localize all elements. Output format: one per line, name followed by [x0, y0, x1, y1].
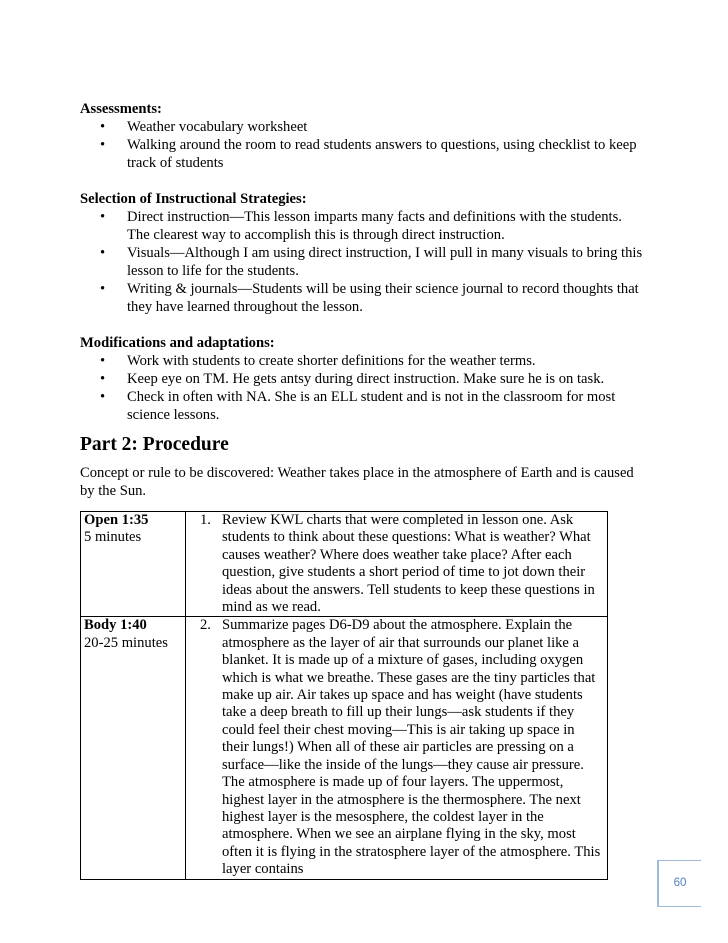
bullet-icon: •: [100, 353, 106, 369]
list-item-text: Writing & journals—Students will be using their science journal to record thoughts that they have learned throughout the lesson.: [127, 281, 639, 315]
list-item-text: Weather vocabulary worksheet: [127, 119, 308, 135]
bullet-icon: •: [100, 245, 106, 261]
list-item-text: Visuals—Although I am using direct instruction, I will pull in many visuals to bring this lesson to life for the students.: [127, 245, 643, 279]
bullet-icon: •: [100, 389, 106, 405]
procedure-step: [189, 512, 604, 616]
row-label-cell: [81, 617, 186, 879]
step-text: Summarize pages D6-D9 about the atmosphere. Explain the atmosphere as the layer of air that surrounds our planet like a blanket. It is made up of a mixture of gases, including oxygen which is what we breathe. These gases are the tiny particles that make up air. Air takes up space and has weight (have students take a deep breath to fill up their lungs—ask students if they could feel their chest moving—This is air taking up space in their lungs!) When all of these air particles are pressing on a surface—like the inside of the lungs—they cause air pressure. The atmosphere is made up of four layers. The uppermost, highest layer in the atmosphere is the thermosphere. The next highest layer is the mesosphere, the coldest layer in the atmosphere. When we see an airplane flying in the sky, most often it is flying in the stratosphere layer of the atmosphere. This layer contains: [222, 617, 601, 878]
strategies-heading: Selection of Instructional Strategies:: [80, 191, 307, 207]
bullet-icon: •: [100, 209, 106, 225]
row-step-cell: [186, 512, 608, 617]
modifications-heading: Modifications and adaptations:: [80, 335, 275, 351]
list-item: [80, 208, 645, 244]
page-number: 60: [657, 860, 701, 907]
bullet-icon: •: [100, 137, 106, 153]
table-row: [81, 617, 608, 879]
step-number: 1.: [200, 512, 211, 528]
bullet-icon: •: [100, 119, 106, 135]
procedure-table: [80, 511, 608, 880]
list-item: [80, 280, 645, 316]
list-item: [80, 136, 645, 172]
modifications-list: [80, 352, 645, 424]
list-item: [80, 352, 645, 370]
row-label-title: Body 1:40: [84, 617, 147, 634]
procedure-step: [189, 617, 604, 878]
list-item-text: Keep eye on TM. He gets antsy during direct instruction. Make sure he is on task.: [127, 371, 605, 387]
step-number: 2.: [200, 617, 211, 634]
assessments-heading: Assessments:: [80, 101, 162, 117]
row-label-cell: [81, 512, 186, 617]
list-item: [80, 370, 645, 388]
row-label-title: Open 1:35: [84, 512, 149, 528]
bullet-icon: •: [100, 281, 106, 297]
row-label-duration: 5 minutes: [84, 529, 142, 546]
part2-title: Part 2: Procedure: [80, 434, 229, 455]
list-item-text: Direct instruction—This lesson imparts many facts and definitions with the students. The clearest way to accomplish this is through direct instruction.: [127, 209, 622, 243]
list-item-text: Walking around the room to read students answers to questions, using checklist to keep track of students: [127, 137, 637, 171]
concept-statement: Concept or rule to be discovered: Weather takes place in the atmosphere of Earth and is caused by the Sun.: [80, 465, 634, 499]
list-item: [80, 244, 645, 280]
table-row: [81, 512, 608, 617]
list-item: [80, 388, 645, 424]
step-text: Review KWL charts that were completed in lesson one. Ask students to think about these questions: What is weather? What causes weather? Where does weather take place? After each question, give students a short period of time to jot down their ideas about the answers. Tell students to keep these questions in mind as we read.: [222, 512, 595, 616]
page-content: [80, 100, 645, 880]
list-item: [80, 118, 645, 136]
bullet-icon: •: [100, 371, 106, 387]
assessments-list: [80, 118, 645, 172]
list-item-text: Check in often with NA. She is an ELL student and is not in the classroom for most science lessons.: [127, 389, 616, 423]
strategies-list: [80, 208, 645, 316]
row-label-duration: 20-25 minutes: [84, 634, 168, 651]
list-item-text: Work with students to create shorter definitions for the weather terms.: [127, 353, 536, 369]
row-step-cell: [186, 617, 608, 879]
